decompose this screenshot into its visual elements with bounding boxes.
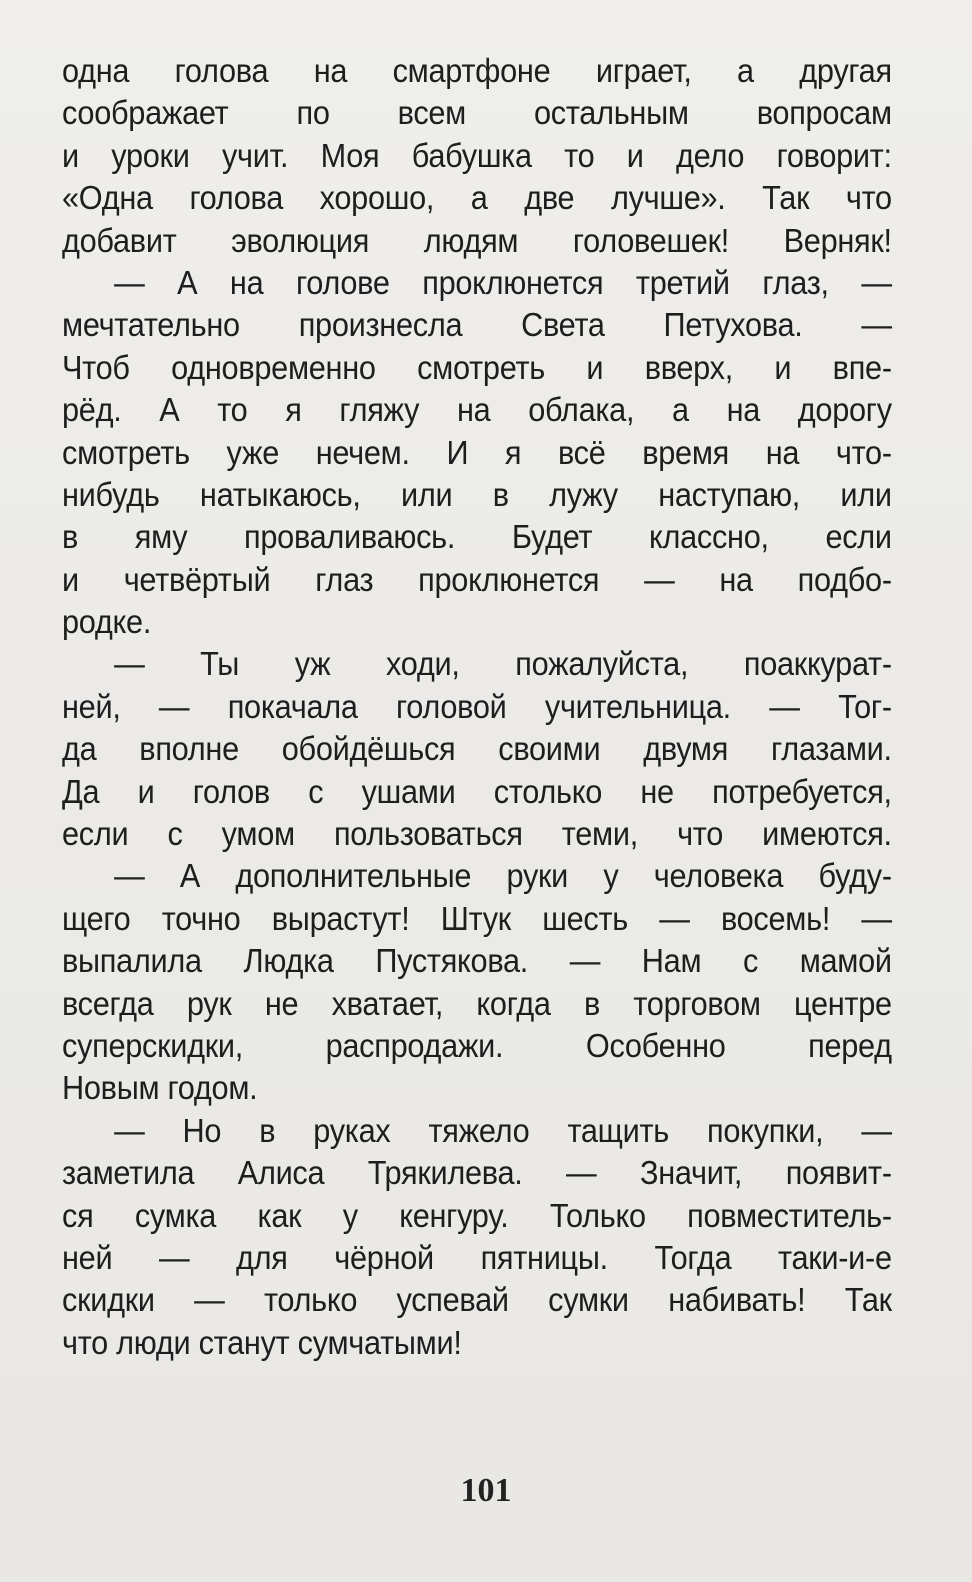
body-text	[62, 50, 892, 1364]
text-line: выпалила Людка Пустякова. — Нам с мамой	[62, 942, 892, 980]
text-line: одна голова на смартфоне играет, а другая	[62, 52, 892, 89]
text-line: заметила Алиса Трякилева. — Значит, появит-	[62, 1154, 892, 1192]
text-line: да вполне обойдёшься своими двумя глазами.	[62, 730, 892, 768]
text-line: добавит эволюция людям головешек! Верняк!	[62, 221, 892, 259]
text-line: если с умом пользоваться теми, что имеются.	[62, 815, 892, 853]
text-line: скидки — только успевай сумки набивать! Так	[62, 1281, 892, 1319]
text-line: смотреть уже нечем. И я всё время на что-	[62, 433, 892, 471]
paragraph-first-line: — А на голове проклюнется третий глаз, —	[114, 263, 892, 301]
page-number: 101	[460, 1472, 512, 1509]
text-line: и уроки учит. Моя бабушка то и дело говорит:	[62, 136, 892, 174]
text-line: щего точно вырастут! Штук шесть — восемь! —	[62, 899, 892, 937]
text-line: Новым годом.	[62, 1069, 258, 1107]
paragraph-first-line: — Ты уж ходи, пожалуйста, поаккурат-	[114, 645, 892, 683]
text-line: и четвёртый глаз проклюнется — на подбо-	[62, 560, 892, 598]
text-line: «Одна голова хорошо, а две лучше». Так что	[62, 179, 892, 217]
text-line: в яму проваливаюсь. Будет классно, если	[62, 518, 892, 556]
paragraph-first-line: — А дополнительные руки у человека буду-	[114, 857, 892, 895]
text-line: суперскидки, распродажи. Особенно перед	[62, 1026, 892, 1064]
text-line: рёд. А то я гляжу на облака, а на дорогу	[62, 391, 892, 429]
text-line: что люди станут сумчатыми!	[62, 1323, 462, 1361]
text-line: Чтоб одновременно смотреть и вверх, и впе-	[62, 348, 892, 386]
text-line: родке.	[62, 603, 152, 641]
text-line: всегда рук не хватает, когда в торговом центре	[62, 984, 892, 1022]
text-line: ся сумка как у кенгуру. Только повместитель-	[62, 1196, 892, 1234]
text-line: ней, — покачала головой учительница. — Тог-	[62, 687, 892, 725]
text-line: ней — для чёрной пятницы. Тогда таки-и-е	[62, 1238, 892, 1276]
text-line: нибудь натыкаюсь, или в лужу наступаю, или	[62, 475, 892, 513]
text-line: Да и голов с ушами столько не потребуется,	[62, 772, 892, 810]
text-line: соображает по всем остальным вопросам	[62, 94, 892, 132]
text-line: мечтательно произнесла Света Петухова. —	[62, 306, 892, 344]
paragraph-first-line: — Но в руках тяжело тащить покупки, —	[114, 1111, 892, 1149]
